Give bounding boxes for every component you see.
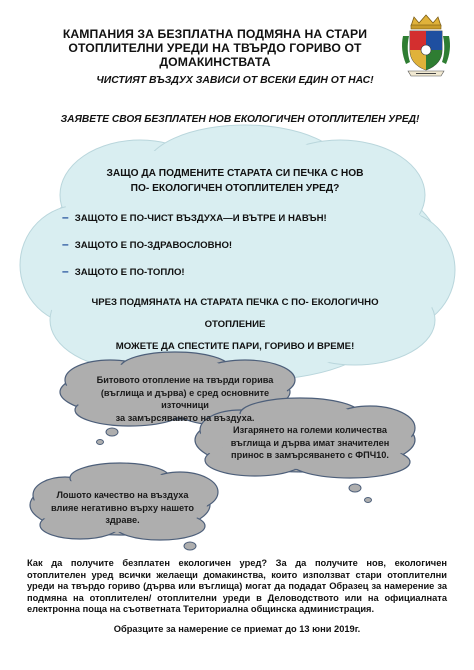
cloud-line: въглища и дърва имат значителен <box>230 437 390 448</box>
title-line: ОТОПЛИТЕЛНИ УРЕДИ НА ТВЪРДО ГОРИВО ОТ <box>68 41 362 55</box>
how-to-apply-paragraph: Как да получите безплатен екологичен уред? За да получите нов, екологичен отоплителен уред всички желаещи домакинства, които използват стари отоплителни уреди на твърдо гориво (дърва или въглища) могат да подадат Образец за намерение за подмяна на отоплителен/ отоплителни уреди в Деловодството или на официалната електронна поща на съответната Териториална общинска администрация. <box>27 558 447 615</box>
conclusion-line: ЧРЕЗ ПОДМЯНАТА НА СТАРАТА ПЕЧКА С ПО- ЕКОЛОГИЧНО <box>91 297 379 308</box>
cloud-line: Изгарянето на големи количества <box>233 425 387 435</box>
cloud-line: принос в замърсяването с ФПЧ10. <box>231 450 389 460</box>
cloud-line: здраве. <box>105 515 140 525</box>
bullet-dash-icon: – <box>62 210 69 224</box>
question-line: ПО- ЕКОЛОГИЧЕН ОТОПЛИТЕЛЕН УРЕД? <box>130 183 340 194</box>
reason-text: ЗАЩОТО Е ПО-ТОПЛО! <box>74 267 185 278</box>
reason-item <box>62 210 327 224</box>
gray-cloud-text-3 <box>45 489 200 527</box>
deadline-note: Образците за намерение се приемат до 13 юни 2019г. <box>113 624 361 634</box>
gray-cloud-text-2 <box>215 424 405 462</box>
reason-text: ЗАЩОТО Е ПО-ЧИСТ ВЪЗДУХА—И ВЪТРЕ И НАВЪН! <box>74 213 327 224</box>
conclusion-line: ОТОПЛЕНИЕ <box>204 319 266 330</box>
bullet-dash-icon: – <box>62 237 69 251</box>
conclusion-line: МОЖЕТЕ ДА СПЕСТИТЕ ПАРИ, ГОРИВО И ВРЕМЕ! <box>115 341 355 352</box>
cloud-line: (въглища и дърва) е сред основните източници <box>100 387 270 410</box>
bullet-dash-icon: – <box>62 264 69 278</box>
title-line: КАМПАНИЯ ЗА БЕЗПЛАТНА ПОДМЯНА НА СТАРИ <box>62 27 368 41</box>
question-line: ЗАЩО ДА ПОДМЕНИТЕ СТАРАТА СИ ПЕЧКА С НОВ <box>106 168 364 179</box>
reason-item <box>62 264 185 278</box>
cloud-line: влияе негативно върху нашето <box>51 502 194 513</box>
cloud-line: за замърсяването на въздуха. <box>115 412 255 423</box>
why-replace-question <box>100 166 370 196</box>
gray-cloud-text-1 <box>90 374 280 424</box>
reason-item <box>62 237 232 251</box>
cloud-line: Лошото качество на въздуха <box>56 490 189 500</box>
slogan: ЧИСТИЯТ ВЪЗДУХ ЗАВИСИ ОТ ВСЕКИ ЕДИН ОТ НАС! <box>96 75 374 86</box>
savings-conclusion <box>60 292 410 358</box>
title-line: ДОМАКИНСТВАТА <box>159 55 271 69</box>
reason-text: ЗАЩОТО Е ПО-ЗДРАВОСЛОВНО! <box>74 240 233 251</box>
cloud-line: Битовото отопление на твърди горива <box>96 375 274 385</box>
appeal-heading: ЗАЯВЕТЕ СВОЯ БЕЗПЛАТЕН НОВ ЕКОЛОГИЧЕН ОТОПЛИТЕЛЕН УРЕД! <box>60 114 420 125</box>
